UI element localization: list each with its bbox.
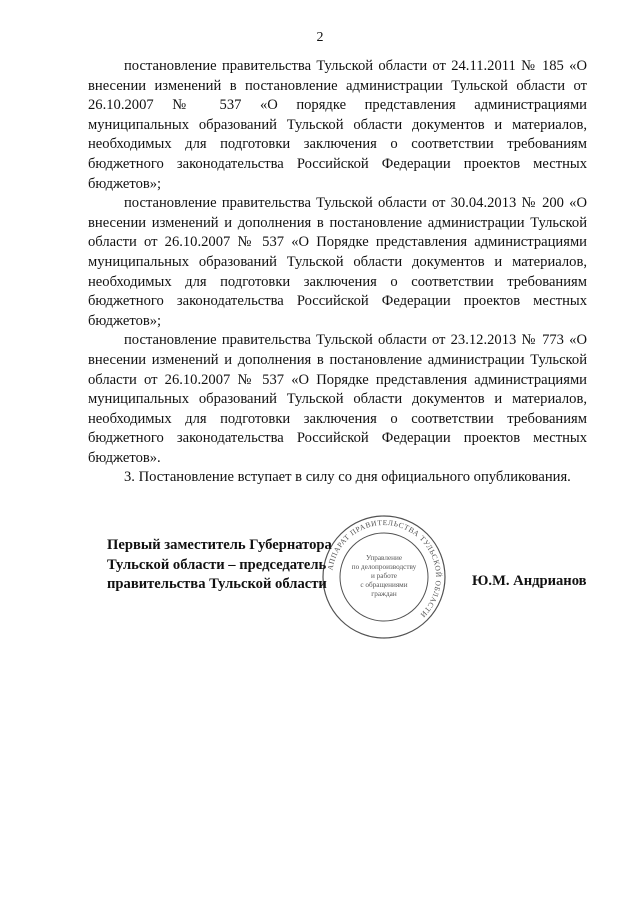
stamp-line-2: по делопроизводству (351, 563, 417, 571)
paragraph-resolution-200: постановление правительства Тульской области от 30.04.2013 № 200 «О внесении изменений и дополнения в постановление администрации Тульской области от 26.10.2007 № 537 «О Порядке представления администрациями муниципальных образований Тульской области документов и материалов, необходимых для подготовки заключения о соответствии требованиям бюджетного законодательства Российской Федерации проектов местных бюджетов»; (88, 195, 587, 329)
stamp-line-3: и работе (371, 572, 397, 580)
paragraph-resolution-773: постановление правительства Тульской области от 23.12.2013 № 773 «О внесении изменений и дополнения в постановление администрации Тульской области от 26.10.2007 № 537 «О Порядке представления администрациями муниципальных образований Тульской области документов и материалов, необходимых для подготовки заключения о соответствии требованиям бюджетного законодательства Российской Федерации проектов местных бюджетов». (88, 332, 587, 466)
stamp-line-5: граждан (371, 590, 397, 598)
stamp-ring-textpath: АППАРАТ ПРАВИТЕЛЬСТВА ТУЛЬСКОЙ ОБЛАСТИ (325, 517, 444, 620)
paragraph-effective-date: 3. Постановление вступает в силу со дня официального опубликования. (124, 469, 571, 486)
signatory-position: Первый заместитель Губернатора Тульской области – председатель правительства Тульской области (107, 537, 332, 592)
page-number: 2 (316, 30, 324, 45)
paragraph-resolution-185: постановление правительства Тульской области от 24.11.2011 № 185 «О внесении изменений в постановление администрации Тульской области от 26.10.2007 № 537 «О порядке представления администрациями муниципальных образований Тульской области документов и материалов, необходимых для подготовки заключения о соответствии требованиям бюджетного законодательства Российской Федерации проектов местных бюджетов»; (88, 58, 587, 192)
stamp-line-1: Управление (365, 554, 403, 562)
signatory-name: Ю.М. Андрианов (472, 573, 587, 589)
stamp-line-4: с обращениями (360, 581, 408, 589)
official-seal-stamp (319, 512, 449, 642)
